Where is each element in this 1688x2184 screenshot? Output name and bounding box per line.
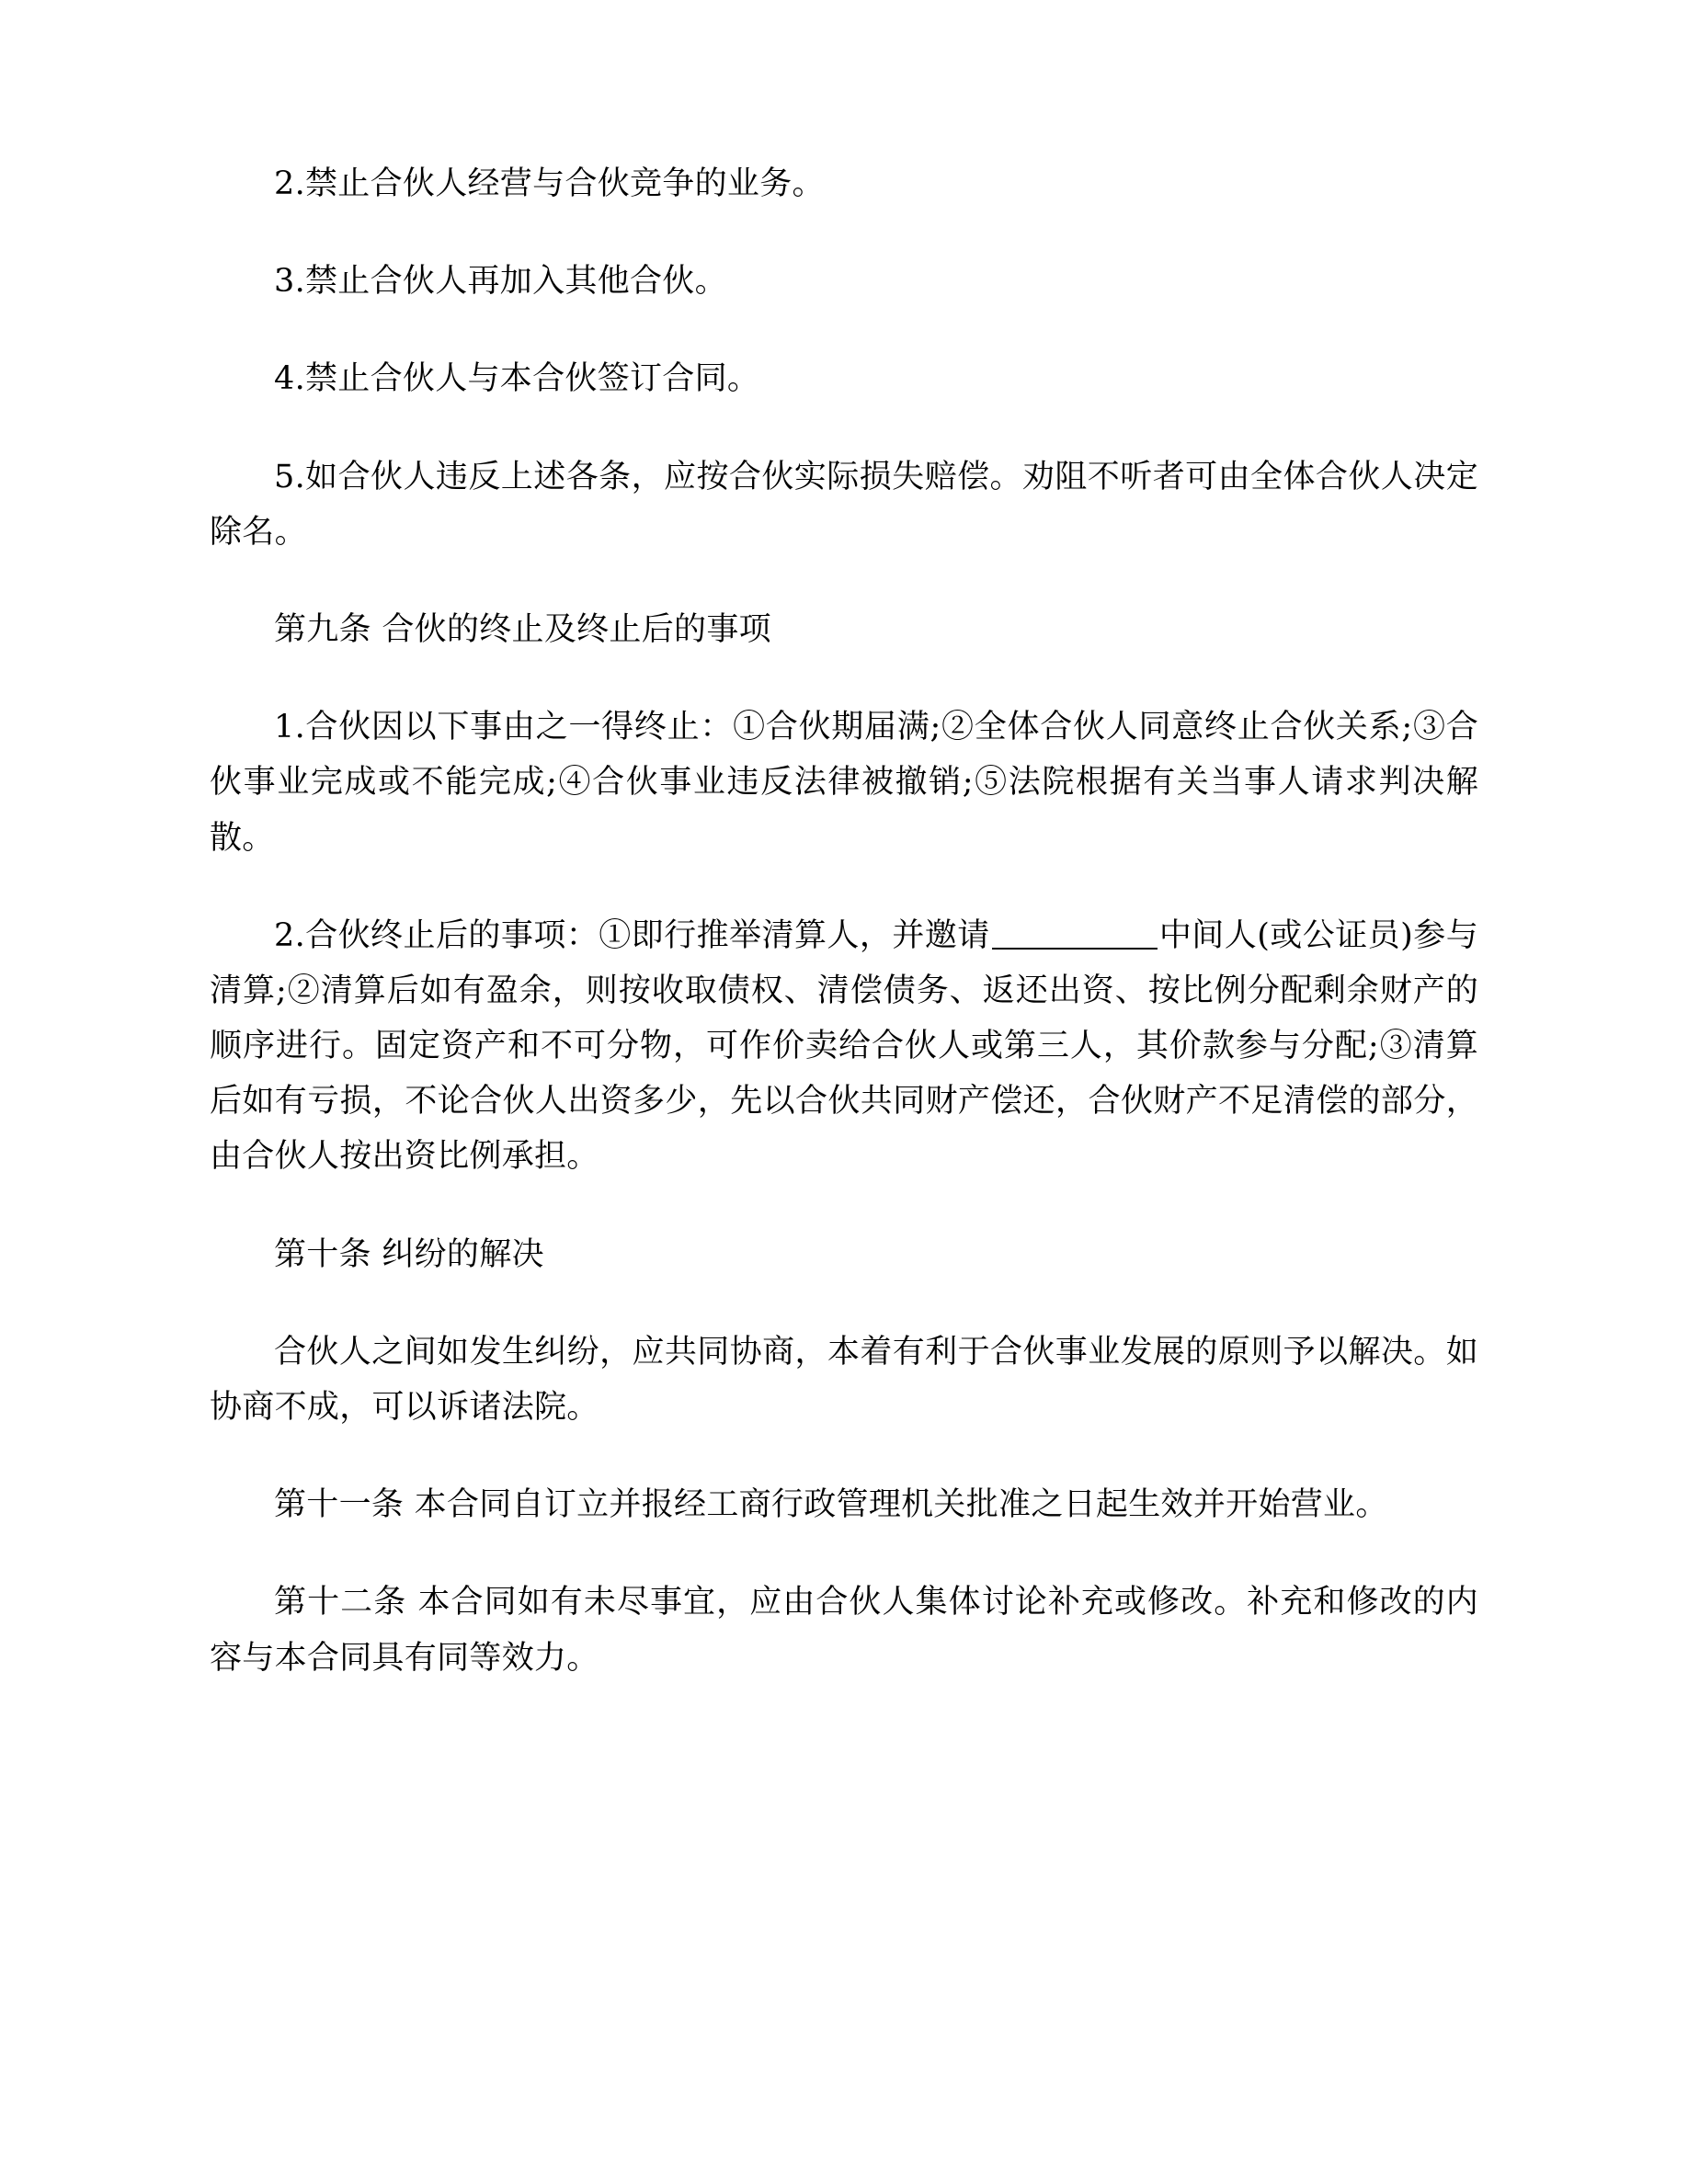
- paragraph-article-nine-item-1: 1.合伙因以下事由之一得终止：①合伙期届满;②全体合伙人同意终止合伙关系;③合伙事业完成或不能完成;④合伙事业违反法律被撤销;⑤法院根据有关当事人请求判决解散。: [210, 709, 1478, 857]
- heading-article-ten: 第十条 纠纷的解决: [274, 1235, 544, 1273]
- paragraph-article-nine-item-2-after-blank: 中间人(或公证员)参与清算;②清算后如有盈余，则按收取债权、清偿债务、返还出资、按比例分配剩余财产的顺序进行。固定资产和不可分物，可作价卖给合伙人或第三人，其价款参与分配;③清算后如有亏损，不论合伙人出资多少，先以合伙共同财产偿还，合伙财产不足清偿的部分，由合伙人按出资比例承担。: [210, 916, 1478, 1176]
- paragraph-item-3: 3.禁止合伙人再加入其他合伙。: [274, 263, 727, 301]
- paragraph-item-5: 5.如合伙人违反上述各条，应按合伙实际损失赔偿。劝阻不听者可由全体合伙人决定除名。: [210, 458, 1478, 551]
- paragraph-article-twelve: 第十二条 本合同如有未尽事宜，应由合伙人集体讨论补充或修改。补充和修改的内容与本合同具有同等效力。: [210, 1584, 1478, 1677]
- heading-article-nine: 第九条 合伙的终止及终止后的事项: [274, 610, 771, 648]
- paragraph-article-ten-body: 合伙人之间如发生纠纷，应共同协商，本着有利于合伙事业发展的原则予以解决。如协商不成，可以诉诸法院。: [210, 1333, 1478, 1426]
- paragraph-item-2: 2.禁止合伙人经营与合伙竞争的业务。: [274, 165, 825, 202]
- paragraph-article-eleven: 第十一条 本合同自订立并报经工商行政管理机关批准之日起生效并开始营业。: [274, 1486, 1388, 1524]
- paragraph-article-nine-item-2: [210, 908, 1478, 1185]
- fill-in-blank: [992, 948, 1158, 950]
- document-body: [210, 156, 1478, 1686]
- paragraph-item-4: 4.禁止合伙人与本合伙签订合同。: [274, 360, 760, 398]
- paragraph-article-nine-item-2-before-blank: 2.合伙终止后的事项：①即行推举清算人，并邀请: [274, 916, 990, 954]
